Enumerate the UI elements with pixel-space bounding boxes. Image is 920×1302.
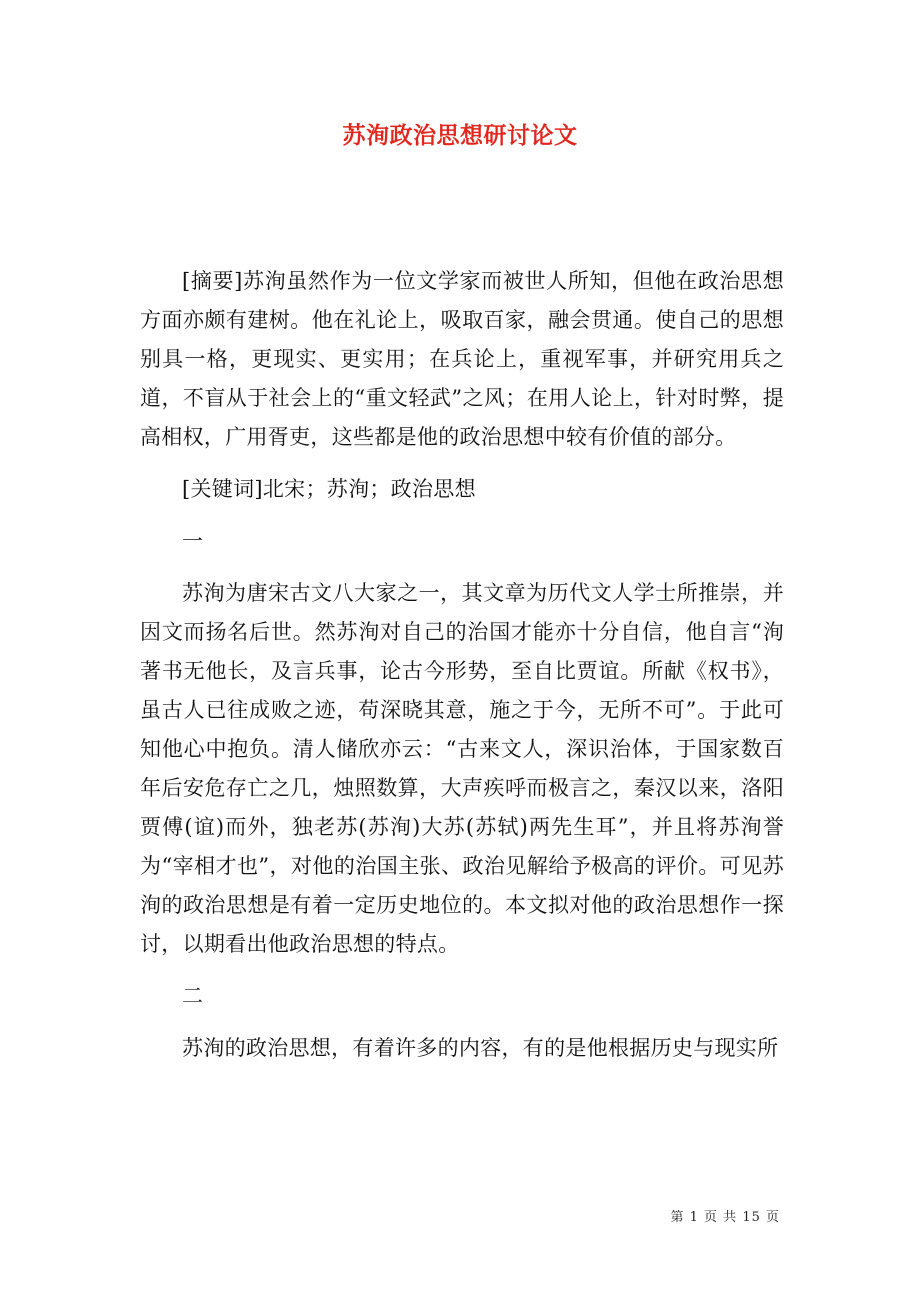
section-heading-one: 一 — [182, 529, 204, 553]
keywords-paragraph: [关键词]北宋；苏洵；政治思想 — [182, 477, 476, 501]
body-paragraph: 苏洵的政治思想，有着许多的内容，有的是他根据历史与现实所 — [182, 1036, 779, 1060]
abstract-paragraph: [摘要]苏洵虽然作为一位文学家而被世人所知，但他在政治思想方面亦颇有建树。他在礼论上，吸取百家，融会贯通。使自己的思想别具一格，更现实、更实用；在兵论上，重视军事，并研究用兵之道，不盲从于社会上的“重文轻武”之风；在用人论上，针对时弊，提高相权，广用胥吏，这些都是他的政治思想中较有价值的部分。 — [140, 269, 784, 449]
page-title: 苏洵政治思想研讨论文 — [342, 122, 578, 149]
body-paragraph: 苏洵为唐宋古文八大家之一，其文章为历代文人学士所推崇，并因文而扬名后世。然苏洵对自己的治国才能亦十分自信，他自言“洵著书无他长，及言兵事，论古今形势，至自比贾谊。所献《权书》，虽古人已往成败之迹，苟深晓其意，施之于今，无所不可”。于此可知他心中抱负。清人储欣亦云：“古来文人，深识治体，于国家数百年后安危存亡之几，烛照数算，大声疾呼而极言之，秦汉以来，洛阳贾傅(谊)而外，独老苏(苏洵)大苏(苏轼)两先生耳”，并且将苏洵誉为“宰相才也”，对他的治国主张、政治见解给予极高的评价。可见苏洵的政治思想是有着一定历史地位的。本文拟对他的政治思想作一探讨，以期看出他政治思想的特点。 — [140, 581, 784, 956]
page-number-label: 第 1 页 共 15 页 — [670, 1210, 780, 1225]
page-number-footer — [671, 1206, 780, 1225]
document-body — [140, 262, 784, 1081]
section-heading-two: 二 — [182, 984, 204, 1008]
